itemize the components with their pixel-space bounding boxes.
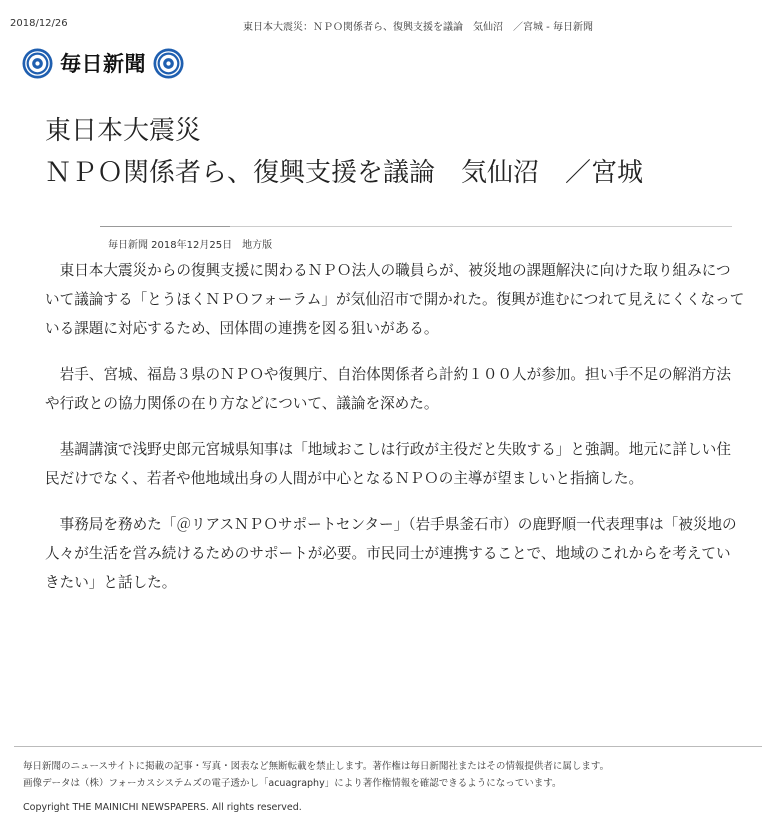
print-page-title: 東日本大震災：ＮＰＯ関係者ら、復興支援を議論 気仙沼 ／宮城 - 毎日新聞 <box>243 22 593 33</box>
byline: 毎日新聞 2018年12月25日 地方版 <box>108 240 273 251</box>
headline-line-1: 東日本大震災 <box>45 116 202 146</box>
article-paragraph: 東日本大震災からの復興支援に関わるＮＰＯ法人の職員らが、被災地の課題解決に向けた取り組みについて議論する「とうほくＮＰＯフォーラム」が気仙沼市で開かれた。復興が進むにつれて見えにくくなっている課題に対応するため、団体間の連携を図る狙いがある。 <box>45 262 745 337</box>
footer-copyright: Copyright THE MAINICHI NEWSPAPERS. All rights reserved. <box>23 802 302 813</box>
article-headline <box>45 110 643 194</box>
headline-line-2: ＮＰＯ関係者ら、復興支援を議論 気仙沼 ／宮城 <box>45 158 644 188</box>
article-paragraph: 事務局を務めた「＠リアスＮＰＯサポートセンター」（岩手県釜石市）の鹿野順一代表理事は「被災地の人々が生活を営み続けるためのサポートが必要。市民同士が連携することで、地域のこれからを考えていきたい」と話した。 <box>45 516 737 591</box>
article-paragraph: 基調講演で浅野史郎元宮城県知事は「地域おこしは行政が主役だと失敗する」と強調。地元に詳しい住民だけでなく、若者や他地域出身の人間が中心となるＮＰＯの主導が望ましいと指摘した。 <box>45 441 731 487</box>
footer-notice-watermark: 画像データは（株）フォーカスシステムズの電子透かし「acuagraphy」により著作権情報を確認できるようになっています。 <box>23 778 562 789</box>
masthead[interactable] <box>22 46 184 80</box>
article-paragraph: 岩手、宮城、福島３県のＮＰＯや復興庁、自治体関係者ら計約１００人が参加。担い手不足の解消方法や行政との協力関係の在り方などについて、議論を深めた。 <box>45 366 731 412</box>
footer <box>23 758 763 815</box>
byline-accent-divider <box>100 226 230 227</box>
footer-divider <box>14 746 762 747</box>
article-body <box>45 256 745 614</box>
mainichi-emblem-icon <box>153 48 184 79</box>
masthead-logo-text: 毎日新聞 <box>60 51 146 76</box>
mainichi-emblem-icon <box>22 48 53 79</box>
print-date: 2018/12/26 <box>10 18 68 29</box>
footer-notice-reprint: 毎日新聞のニュースサイトに掲載の記事・写真・図表など無断転載を禁止します。著作権は毎日新聞社またはその情報提供者に属します。 <box>23 761 610 772</box>
